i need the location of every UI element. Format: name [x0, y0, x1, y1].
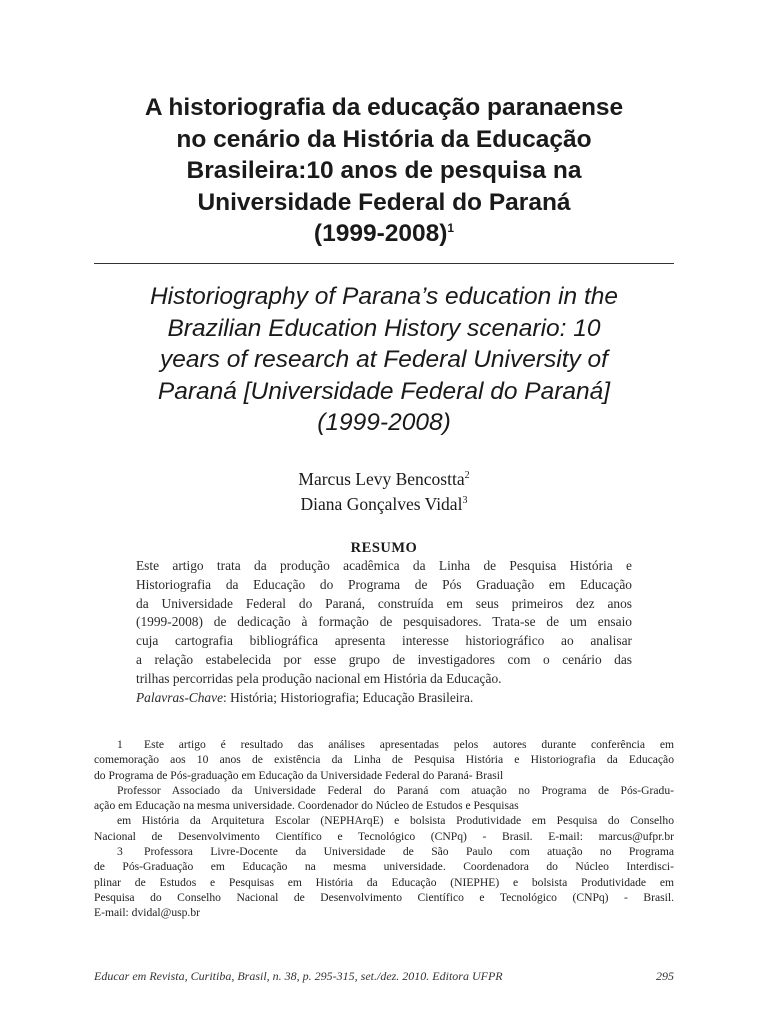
title-en-line: Brazilian Education History scenario: 10	[167, 314, 601, 342]
abstract-heading: RESUMO	[350, 540, 418, 556]
footnote-text: Este artigo é resultado das análises apresentadas pelos autores durante conferência em	[144, 738, 674, 751]
author-footnote-mark: 2	[464, 470, 470, 481]
footnote-line: em História da Arquitetura Escolar (NEPHArqE) e bolsista Produtividade em Pesquisa do Conselho	[117, 814, 674, 828]
title-pt-line	[82, 218, 686, 250]
abstract-line: (1999-2008) de dedicação à formação de pesquisadores. Trata-se de um ensaio	[136, 614, 632, 630]
author	[120, 492, 648, 517]
footnote-line: Pesquisa do Conselho Nacional de Desenvolvimento Científico e Tecnológico (CNPq) - Brasil.	[94, 890, 674, 904]
journal-citation: Educar em Revista, Curitiba, Brasil, n. 38, p. 295-315, set./dez. 2010. Editora UFPR	[94, 969, 503, 983]
keywords-line	[136, 689, 632, 708]
title-english	[82, 281, 686, 439]
footnote-line: de Pós-Graduação em Educação na mesma universidade. Coordenadora do Núcleo Interdisci-	[94, 860, 674, 874]
title-pt-line: Brasileira:10 anos de pesquisa na	[186, 157, 582, 184]
author-footnote-mark: 3	[462, 495, 468, 506]
footnotes	[94, 737, 674, 921]
title-pt-line: no cenário da História da Educação	[176, 125, 592, 153]
title-en-line: Paraná [Universidade Federal do Paraná]	[157, 377, 611, 405]
footnote-line	[94, 844, 674, 859]
abstract-line: trilhas percorridas pela produção nacional em História da Educação.	[136, 670, 502, 686]
keywords-label: Palavras-Chave	[136, 689, 224, 705]
footnote-line: ação em Educação na mesma universidade. Coordenador do Núcleo de Estudos e Pesquisas	[94, 799, 519, 813]
footnote-mark-1: 1	[447, 221, 455, 235]
abstract-body	[136, 557, 632, 707]
footnote-line: Nacional de Desenvolvimento Científico e Tecnológico (CNPq) - Brasil. E-mail: marcus@ufpr.br	[94, 829, 674, 843]
title-pt-line: Universidade Federal do Paraná	[197, 188, 571, 216]
footnote-line	[94, 737, 674, 752]
footnote-line: do Programa de Pós-graduação em Educação da Universidade Federal do Paraná- Brasil	[94, 768, 504, 782]
keywords-values: : História; Historiografia; Educação Brasileira.	[223, 689, 474, 705]
footnote-line: E-mail: dvidal@usp.br	[94, 906, 200, 920]
title-pt-line: A historiografia da educação paranaense	[144, 94, 624, 121]
footnote-number: 1	[117, 738, 123, 751]
page-number: 295	[656, 969, 674, 983]
page-footer	[94, 969, 674, 984]
author-name: Marcus Levy Bencostta	[298, 469, 465, 489]
title-en-line: years of research at Federal University of	[160, 346, 608, 374]
abstract-line: cuja cartografia bibliográfica apresenta interesse historiográfico ao analisar	[136, 633, 632, 649]
footnote-text: Professora Livre-Docente da Universidade de São Paulo com atuação no Programa	[144, 845, 674, 859]
title-portuguese	[82, 92, 686, 250]
title-pt-years: (1999-2008)	[313, 220, 448, 247]
footnote-line: comemoração aos 10 anos de existência da Linha de Pesquisa História e Historiografia da Educação	[94, 753, 674, 767]
abstract-line: Este artigo trata da produção acadêmica da Linha de Pesquisa História e	[136, 558, 632, 573]
abstract-line: Historiografia da Educação do Programa de Pós Graduação em Educação	[136, 576, 632, 592]
title-en-line: Historiography of Parana’s education in the	[149, 283, 619, 310]
footnote-line: Professor Associado da Universidade Federal do Paraná com atuação no Programa de Pós-Gradu-	[117, 783, 674, 797]
author-list	[120, 467, 648, 517]
author-name: Diana Gonçalves Vidal	[300, 494, 463, 514]
title-divider	[94, 263, 674, 264]
footnote-number: 3	[117, 845, 123, 859]
footnote-line: plinar de Estudos e Pesquisas em História da Educação (NIEPHE) e bolsista Produtividade em	[94, 875, 674, 889]
abstract-line: a relação estabelecida por esse grupo de investigadores com o cenário das	[136, 651, 632, 667]
abstract-line: da Universidade Federal do Paraná, construída em seus primeiros dez anos	[136, 595, 632, 611]
author	[120, 467, 648, 492]
title-en-line: (1999-2008)	[317, 409, 451, 437]
